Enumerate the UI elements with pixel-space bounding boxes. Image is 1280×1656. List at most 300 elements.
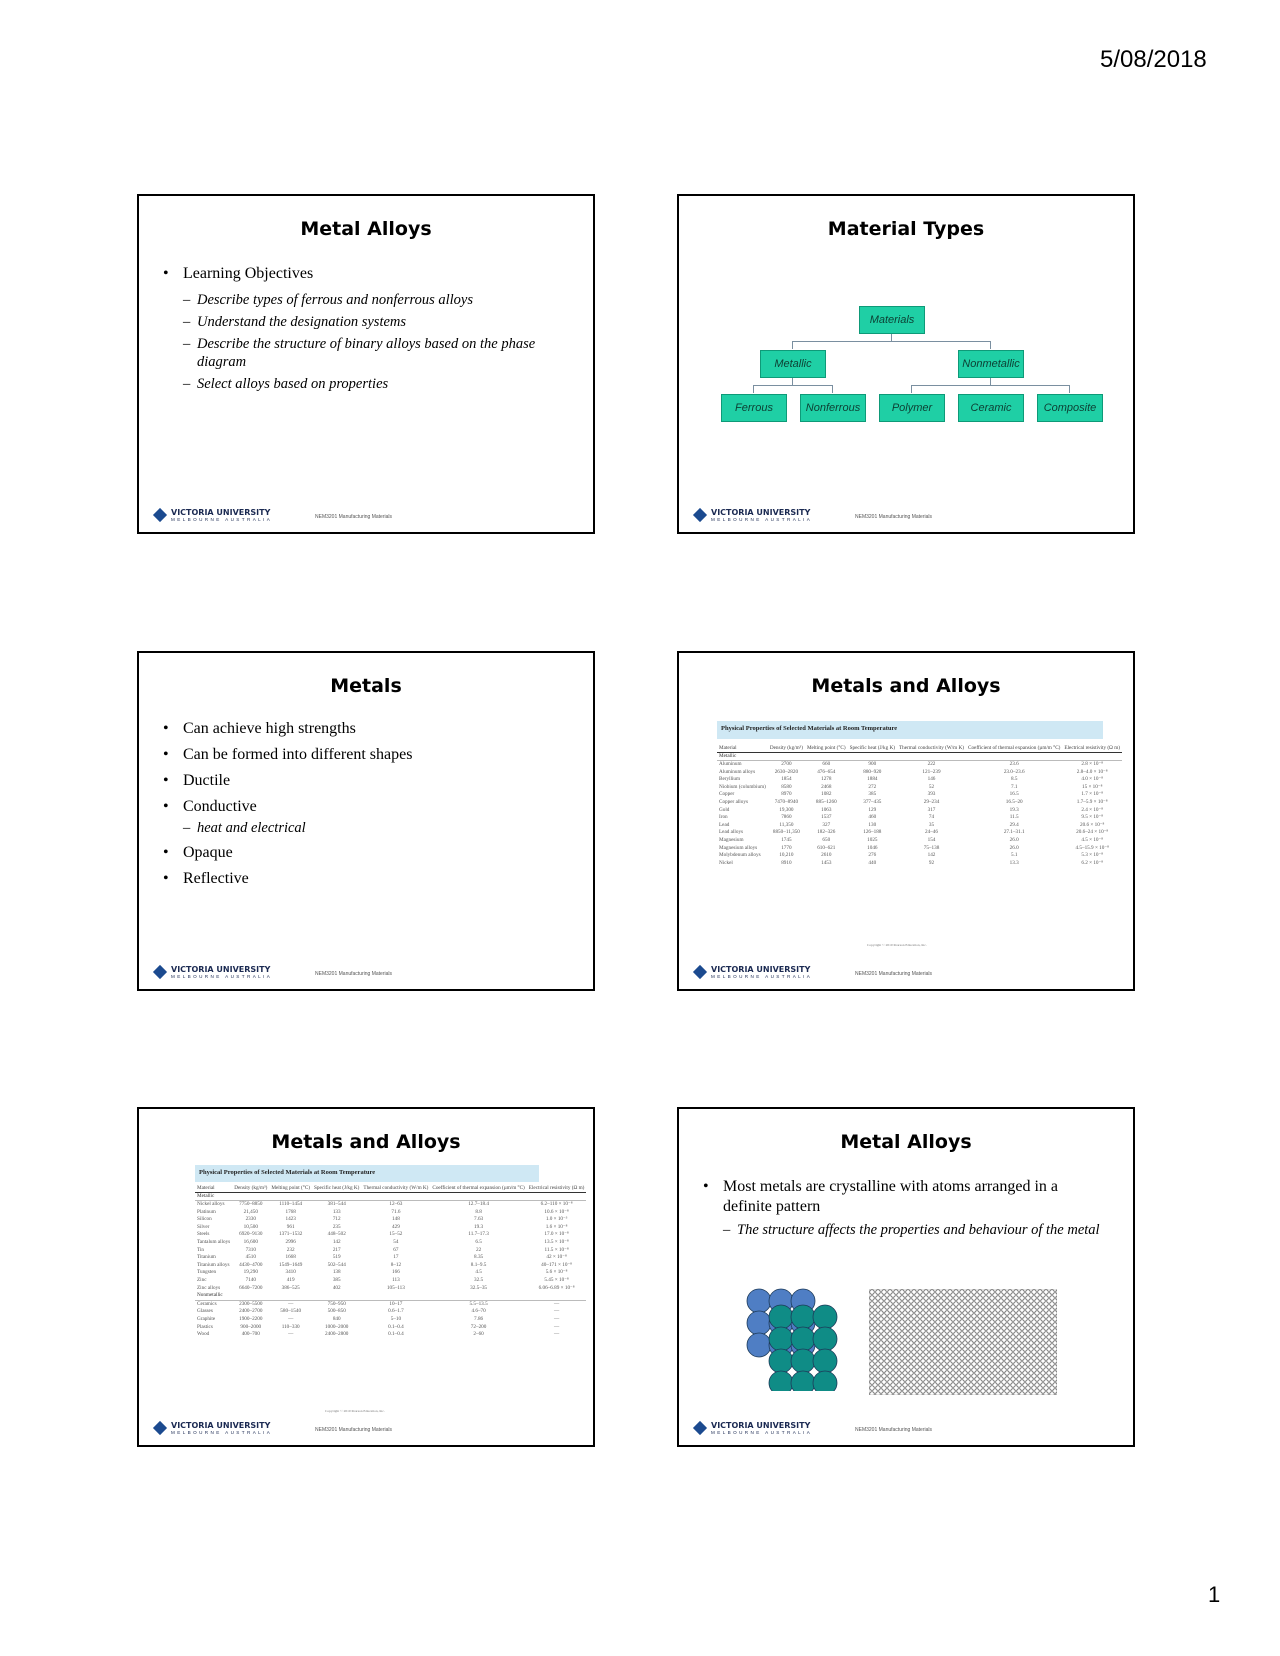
- table-cell: 660: [822, 761, 831, 768]
- table-cell: 232: [286, 1246, 295, 1253]
- node-ceramic: Ceramic: [958, 394, 1024, 422]
- slide-title: Material Types: [827, 218, 985, 240]
- table-header-row: [717, 745, 1122, 752]
- node-ferrous: Ferrous: [721, 394, 787, 422]
- table-row: [195, 1231, 586, 1239]
- bullet-item: • Opaque: [163, 843, 573, 863]
- table-cell: 11.5 × 10⁻⁸: [544, 1246, 569, 1253]
- atom-circle: [791, 1371, 815, 1391]
- table-row: [195, 1331, 586, 1339]
- table-cell: 7750–8850: [239, 1201, 263, 1208]
- node-composite: Composite: [1037, 394, 1103, 422]
- node-metallic: Metallic: [760, 350, 826, 378]
- table-cell: 0.1–0.4: [388, 1323, 404, 1330]
- university-logo: [695, 1421, 825, 1437]
- table-cell: 222: [927, 761, 936, 768]
- slide-thumbnail-1[interactable]: [137, 194, 595, 534]
- table-cell: 1025: [867, 837, 878, 844]
- slide-title: Metals and Alloys: [271, 1131, 461, 1153]
- atom-circle: [813, 1371, 837, 1391]
- diamond-logo-icon: [153, 1421, 167, 1435]
- slide-thumbnail-2[interactable]: [677, 194, 1135, 534]
- table-row: [717, 845, 1122, 853]
- table-cell: 1000–2000: [325, 1323, 349, 1330]
- table-cell: —: [288, 1316, 294, 1322]
- table-cell: Steels: [197, 1231, 210, 1238]
- table-cell: 1046: [867, 844, 878, 851]
- connector-line: [911, 385, 912, 393]
- table-cell: Magnesium: [719, 837, 744, 844]
- date-label: 5/08/2018: [1100, 46, 1207, 73]
- table-cell: 2400–2800: [325, 1331, 349, 1338]
- table-cell: 7860: [781, 814, 792, 821]
- diamond-logo-icon: [153, 965, 167, 979]
- table-cell: Zinc alloys: [197, 1284, 221, 1291]
- table-body: [717, 752, 1122, 867]
- table-cell: Copper: [719, 791, 735, 798]
- table-cell: Titanium alloys: [197, 1261, 230, 1268]
- slide-thumbnail-4[interactable]: [677, 651, 1135, 991]
- logo-name: VICTORIA UNIVERSITY: [711, 1421, 811, 1430]
- table-cell: 9.5 × 10⁻⁸: [1081, 814, 1104, 821]
- bullet-item: • Conductive: [163, 797, 573, 817]
- table-cell: 4.6–70: [471, 1308, 486, 1315]
- column-header: Coefficient of thermal expansion (µm/m °C): [967, 745, 1061, 751]
- table-cell: 8–12: [390, 1261, 402, 1268]
- table-cell: Ceramics: [197, 1300, 217, 1307]
- table-cell: 1900–2200: [239, 1316, 263, 1322]
- logo-name: VICTORIA UNIVERSITY: [171, 508, 271, 517]
- table-row: [195, 1239, 586, 1247]
- table-footnote: Copyright © 2010 Pearson Education, Inc.: [325, 1409, 385, 1413]
- table-cell: 476–654: [817, 768, 836, 775]
- connector-line: [792, 341, 793, 349]
- table-cell: 217: [332, 1246, 341, 1253]
- sub-bullet-item: – Understand the designation systems: [183, 314, 407, 330]
- table-cell: 8.5: [1010, 776, 1018, 783]
- table-row: [195, 1262, 586, 1270]
- table-cell: 54: [393, 1239, 399, 1246]
- table-row: [195, 1277, 586, 1285]
- table-cell: 381–544: [327, 1201, 346, 1208]
- sub-bullet-text: Describe types of ferrous and nonferrous alloys: [197, 292, 474, 308]
- table-row: [717, 822, 1122, 830]
- sub-bullet-item: – Select alloys based on properties: [183, 376, 389, 392]
- atom-circle: [813, 1305, 837, 1329]
- table-cell: 13.5 × 10⁻⁸: [544, 1239, 569, 1246]
- table-cell: Molybdenum alloys: [719, 852, 761, 859]
- table-cell: 1.7 × 10⁻⁸: [1081, 791, 1104, 798]
- logo-name: VICTORIA UNIVERSITY: [711, 508, 811, 517]
- table-cell: 17.0 × 10⁻⁸: [544, 1231, 569, 1238]
- table-cell: 133: [332, 1208, 341, 1215]
- table-cell: 610–621: [817, 844, 836, 851]
- sub-bullet-item: – The structure affects the properties and behaviour of the metal: [723, 1222, 1100, 1238]
- university-logo: [155, 1421, 285, 1437]
- table-cell: 1668: [285, 1254, 296, 1261]
- table-cell: 6.06–6.89 × 10⁻⁸: [538, 1284, 575, 1291]
- table-cell: 4510: [245, 1254, 256, 1261]
- atom-circle: [747, 1289, 771, 1313]
- column-header: Thermal conductivity (W/m K): [899, 745, 964, 751]
- data-table: [195, 1185, 586, 1339]
- table-cell: 10,210: [779, 852, 794, 859]
- table-cell: Nickel: [719, 859, 733, 866]
- table-cell: 7140: [245, 1277, 256, 1284]
- logo-name: VICTORIA UNIVERSITY: [171, 965, 271, 974]
- table-cell: Tantalum alloys: [197, 1239, 231, 1246]
- table-cell: 712: [332, 1216, 341, 1223]
- table-cell: 1063: [821, 806, 832, 813]
- table-cell: 2330: [245, 1216, 256, 1223]
- column-header: Thermal conductivity (W/m K): [363, 1185, 429, 1191]
- connector-line: [753, 385, 754, 393]
- table-cell: 8580: [781, 783, 792, 790]
- atom-circle: [747, 1311, 771, 1335]
- table-row: [717, 784, 1122, 792]
- table-cell: 327: [822, 821, 831, 828]
- table-cell: Nickel alloys: [197, 1201, 225, 1208]
- slide-title: Metals and Alloys: [811, 675, 1001, 697]
- table-cell: 502–544: [327, 1261, 346, 1268]
- table-cell: 8.35: [474, 1254, 484, 1261]
- table-cell: 519: [332, 1254, 341, 1261]
- atom-circle: [769, 1305, 793, 1329]
- diamond-logo-icon: [693, 508, 707, 522]
- table-cell: 42 × 10⁻⁸: [546, 1254, 567, 1261]
- connector-line: [832, 385, 833, 393]
- table-cell: 4.0 × 10⁻⁸: [1081, 776, 1104, 783]
- table-cell: Tungsten: [197, 1269, 217, 1276]
- table-cell: 21,450: [243, 1208, 258, 1215]
- table-cell: 6.2 × 10⁻⁸: [1081, 859, 1104, 866]
- table-cell: 3410: [285, 1269, 296, 1276]
- table-row: [717, 769, 1122, 777]
- table-cell: 317: [927, 806, 936, 813]
- table-cell: 75–138: [923, 844, 940, 851]
- table-row: [717, 799, 1122, 807]
- table-cell: 4.5 × 10⁻⁸: [1081, 837, 1104, 844]
- table-cell: 235: [332, 1223, 341, 1230]
- table-cell: 1549–1649: [279, 1261, 303, 1268]
- column-header: Melting point (°C): [806, 745, 846, 751]
- table-cell: 74: [928, 814, 935, 821]
- table-row: [717, 829, 1122, 837]
- table-cell: Niobium (columbium): [719, 783, 766, 790]
- table-cell: 16.5–20: [1005, 799, 1023, 806]
- table-cell: 6640–7200: [239, 1284, 263, 1291]
- table-cell: 580–1540: [280, 1308, 302, 1315]
- table-cell: 1537: [821, 814, 832, 821]
- table-cell: —: [288, 1300, 294, 1307]
- sub-bullet-item: – heat and electrical: [183, 820, 306, 836]
- table-cell: 126–188: [863, 829, 882, 836]
- logo-location: MELBOURNE AUSTRALIA: [711, 1430, 813, 1435]
- page-number: 1: [1208, 1582, 1221, 1607]
- table-cell: 15–52: [389, 1231, 403, 1238]
- table-cell: 385: [868, 791, 877, 798]
- table-cell: 1278: [821, 776, 832, 783]
- slide-thumbnail-6[interactable]: [677, 1107, 1135, 1447]
- table-cell: 900–2000: [240, 1323, 262, 1330]
- sub-bullet-text: Describe the structure of binary alloys based on the phase diagram: [197, 336, 536, 370]
- table-cell: 1423: [285, 1216, 296, 1223]
- table-cell: 8910: [781, 859, 792, 866]
- table-cell: 105–113: [386, 1284, 405, 1291]
- table-cell: 52: [928, 783, 935, 790]
- table-cell: 16.5: [1009, 791, 1019, 798]
- course-footer: NEM3201 Manufacturing Materials: [855, 1427, 932, 1433]
- table-cell: 1.0 × 10⁻³: [545, 1216, 568, 1223]
- section-label: Metallic: [195, 1192, 586, 1201]
- table-section-row: [717, 752, 1122, 761]
- table-cell: 5.1: [1010, 852, 1018, 859]
- table-cell: 19.3: [474, 1223, 484, 1230]
- table-cell: 29.4: [1009, 821, 1019, 828]
- table-section-row: [195, 1192, 586, 1201]
- table-row: [717, 814, 1122, 822]
- atom-circle: [747, 1333, 771, 1357]
- table-cell: 72–200: [470, 1323, 487, 1330]
- table-cell: 17: [393, 1254, 399, 1261]
- table-cell: 2.8–4.0 × 10⁻⁸: [1076, 768, 1108, 775]
- atom-circle: [791, 1305, 815, 1329]
- diamond-logo-icon: [693, 965, 707, 979]
- section-label: Metallic: [717, 752, 1122, 761]
- node-materials: Materials: [859, 306, 925, 334]
- column-header: Electrical resistivity (Ω m): [528, 1185, 585, 1191]
- table-cell: 393: [927, 791, 936, 798]
- connector-line: [792, 341, 990, 342]
- connector-line: [911, 385, 1069, 386]
- table-row: [195, 1254, 586, 1262]
- node-nonferrous: Nonferrous: [800, 394, 866, 422]
- table-cell: 1.7–5.9 × 10⁻⁸: [1076, 799, 1108, 806]
- table-cell: Titanium: [197, 1254, 216, 1261]
- table-cell: 24–46: [925, 829, 938, 836]
- logo-name: VICTORIA UNIVERSITY: [711, 965, 811, 974]
- slide-thumbnail-5[interactable]: [137, 1107, 595, 1447]
- atom-circle: [769, 1349, 793, 1373]
- connector-line: [990, 341, 991, 349]
- university-logo: [695, 508, 825, 524]
- table-cell: 7310: [245, 1246, 256, 1253]
- table-row: [717, 837, 1122, 845]
- sub-bullet-item: – Describe types of ferrous and nonferrous alloys: [183, 292, 474, 308]
- table-cell: 5.45 × 10⁻⁸: [544, 1277, 569, 1284]
- bullet-item: • Learning Objectives: [163, 264, 573, 284]
- table-cell: 12.7–18.4: [468, 1201, 489, 1208]
- table-cell: 121–239: [922, 768, 941, 775]
- table-cell: 32.5: [474, 1277, 484, 1284]
- table-cell: Silver: [197, 1223, 210, 1230]
- table-cell: Zinc: [197, 1277, 207, 1284]
- connector-line: [891, 333, 892, 341]
- course-footer: NEM3201 Manufacturing Materials: [855, 514, 932, 520]
- table-cell: 11,350: [779, 821, 794, 828]
- table-cell: 32.5–35: [470, 1284, 488, 1291]
- table-body: [195, 1192, 586, 1339]
- table-cell: Aluminum: [719, 761, 742, 768]
- table-cell: 840: [332, 1316, 341, 1322]
- node-nonmetallic: Nonmetallic: [958, 350, 1024, 378]
- column-header: Material: [195, 1185, 232, 1192]
- table-cell: 276: [868, 852, 877, 859]
- atom-circle: [769, 1371, 793, 1391]
- table-cell: 5.5–13.5: [469, 1300, 488, 1307]
- table-cell: Beryllium: [719, 776, 741, 783]
- atom-circle: [791, 1327, 815, 1351]
- table-cell: 23.0–23.6: [1003, 768, 1025, 775]
- table-cell: 1745: [781, 837, 792, 844]
- table-cell: 4.5–15.9 × 10⁻⁸: [1075, 844, 1109, 851]
- connector-line: [753, 385, 832, 386]
- table-cell: Plastics: [197, 1323, 213, 1330]
- table-cell: 19,300: [779, 806, 794, 813]
- slide-title: Metal Alloys: [300, 218, 432, 240]
- table-cell: 182–326: [817, 829, 836, 836]
- table-cell: 4.5: [475, 1269, 482, 1276]
- table-cell: 20.6–24 × 10⁻⁸: [1076, 829, 1109, 836]
- table-cell: 7.86: [474, 1316, 484, 1322]
- properties-table: [195, 1165, 585, 1415]
- table-cell: 2.8 × 10⁻⁸: [1081, 761, 1104, 768]
- slide-title: Metal Alloys: [840, 1131, 972, 1153]
- table-row: [717, 761, 1122, 769]
- university-logo: [155, 965, 285, 981]
- table-cell: —: [288, 1331, 294, 1338]
- table-cell: 10,500: [243, 1223, 258, 1230]
- table-cell: 154: [927, 837, 936, 844]
- table-cell: 23.6: [1009, 761, 1019, 768]
- table-cell: —: [553, 1331, 560, 1338]
- table-cell: Tin: [197, 1246, 205, 1253]
- table-cell: 142: [927, 852, 936, 859]
- table-cell: Platinum: [197, 1208, 216, 1215]
- table-caption: Physical Properties of Selected Materials at Room Temperature: [195, 1165, 539, 1182]
- table-row: [195, 1201, 586, 1209]
- course-footer: NEM3201 Manufacturing Materials: [315, 1427, 392, 1433]
- data-table: [717, 745, 1122, 867]
- table-cell: 885–1260: [815, 799, 837, 806]
- table-cell: 92: [928, 859, 935, 866]
- table-cell: 500–850: [327, 1308, 346, 1315]
- table-row: [195, 1308, 586, 1316]
- table-row: [717, 807, 1122, 815]
- properties-table: [717, 721, 1120, 949]
- table-cell: 5–10: [390, 1316, 402, 1322]
- table-cell: 2468: [821, 783, 832, 790]
- atom-circle: [813, 1349, 837, 1373]
- table-cell: 1110–1454: [279, 1201, 303, 1208]
- table-cell: 402: [332, 1284, 341, 1291]
- table-row: [195, 1285, 586, 1293]
- table-cell: 67: [393, 1246, 399, 1253]
- table-cell: 29–234: [923, 799, 940, 806]
- table-cell: 19,290: [243, 1269, 258, 1276]
- table-row: [717, 776, 1122, 784]
- table-cell: 71.6: [391, 1208, 401, 1215]
- table-cell: 440: [868, 859, 877, 866]
- university-logo: [155, 508, 285, 524]
- table-cell: 13.3: [1009, 859, 1019, 866]
- table-cell: —: [553, 1323, 560, 1330]
- table-header-row: [195, 1185, 586, 1192]
- table-section-row: [195, 1292, 586, 1300]
- bullet-list: [703, 1177, 1103, 1243]
- table-cell: 1884: [867, 776, 878, 783]
- column-header: Density (kg/m³): [769, 745, 803, 751]
- table-cell: 880–920: [863, 768, 882, 775]
- table-cell: 750–950: [327, 1300, 346, 1307]
- table-cell: 2630–2820: [774, 768, 799, 775]
- slide-title: Metals: [330, 675, 402, 697]
- table-cell: —: [553, 1300, 560, 1307]
- table-cell: 2–60: [473, 1331, 484, 1338]
- table-cell: 5.6 × 10⁻⁸: [545, 1269, 568, 1276]
- table-row: [717, 860, 1122, 868]
- table-row: [195, 1269, 586, 1277]
- table-cell: 6920–9130: [239, 1231, 263, 1238]
- slide-thumbnail-3[interactable]: [137, 651, 595, 991]
- table-cell: 1768: [285, 1208, 296, 1215]
- table-cell: 142: [332, 1239, 341, 1246]
- table-cell: —: [553, 1308, 560, 1315]
- atom-stack-illustration: [745, 1287, 845, 1391]
- table-cell: —: [553, 1316, 560, 1322]
- table-cell: 1082: [821, 791, 832, 798]
- table-cell: 22: [475, 1246, 482, 1253]
- table-cell: 1.6 × 10⁻⁸: [545, 1223, 568, 1230]
- table-cell: 113: [392, 1277, 400, 1284]
- table-cell: 0.1–0.4: [388, 1331, 404, 1338]
- table-cell: 8850–11,350: [772, 829, 800, 836]
- atom-circle: [813, 1327, 837, 1351]
- table-cell: 40–171 × 10⁻⁸: [541, 1261, 572, 1268]
- bullet-list: [163, 264, 573, 397]
- table-cell: 16,600: [243, 1239, 258, 1246]
- table-cell: Iron: [719, 814, 728, 821]
- course-footer: NEM3201 Manufacturing Materials: [855, 971, 932, 977]
- column-header: Coefficient of thermal expansion (µm/m °C): [432, 1185, 525, 1191]
- sub-bullet-item: – Describe the structure of binary alloys based on the phase diagram: [183, 336, 536, 370]
- table-cell: 8.8: [475, 1208, 482, 1215]
- table-cell: 385: [332, 1277, 341, 1284]
- table-cell: 35: [928, 821, 935, 828]
- table-cell: 138: [332, 1269, 341, 1276]
- table-cell: 7.1: [1010, 783, 1018, 790]
- table-cell: 650: [822, 837, 831, 844]
- table-cell: Magnesium alloys: [719, 844, 758, 851]
- table-cell: 961: [286, 1223, 295, 1230]
- table-cell: 20.6 × 10⁻⁸: [1080, 821, 1105, 828]
- table-cell: 27.1–31.1: [1003, 829, 1025, 836]
- diamond-logo-icon: [153, 508, 167, 522]
- table-cell: 11.7–17.3: [468, 1231, 489, 1238]
- table-cell: 148: [392, 1216, 400, 1223]
- table-footnote: Copyright © 2010 Pearson Education, Inc.: [867, 943, 927, 947]
- atom-circle: [791, 1349, 815, 1373]
- table-cell: 1453: [821, 859, 832, 866]
- table-cell: Copper alloys: [719, 799, 748, 806]
- logo-location: MELBOURNE AUSTRALIA: [171, 1430, 273, 1435]
- course-footer: NEM3201 Manufacturing Materials: [315, 971, 392, 977]
- university-logo: [695, 965, 825, 981]
- table-cell: 10–17: [389, 1300, 403, 1307]
- connector-line: [1069, 385, 1070, 393]
- table-cell: 6.2–110 × 10⁻⁸: [540, 1201, 573, 1208]
- diamond-logo-icon: [693, 1421, 707, 1435]
